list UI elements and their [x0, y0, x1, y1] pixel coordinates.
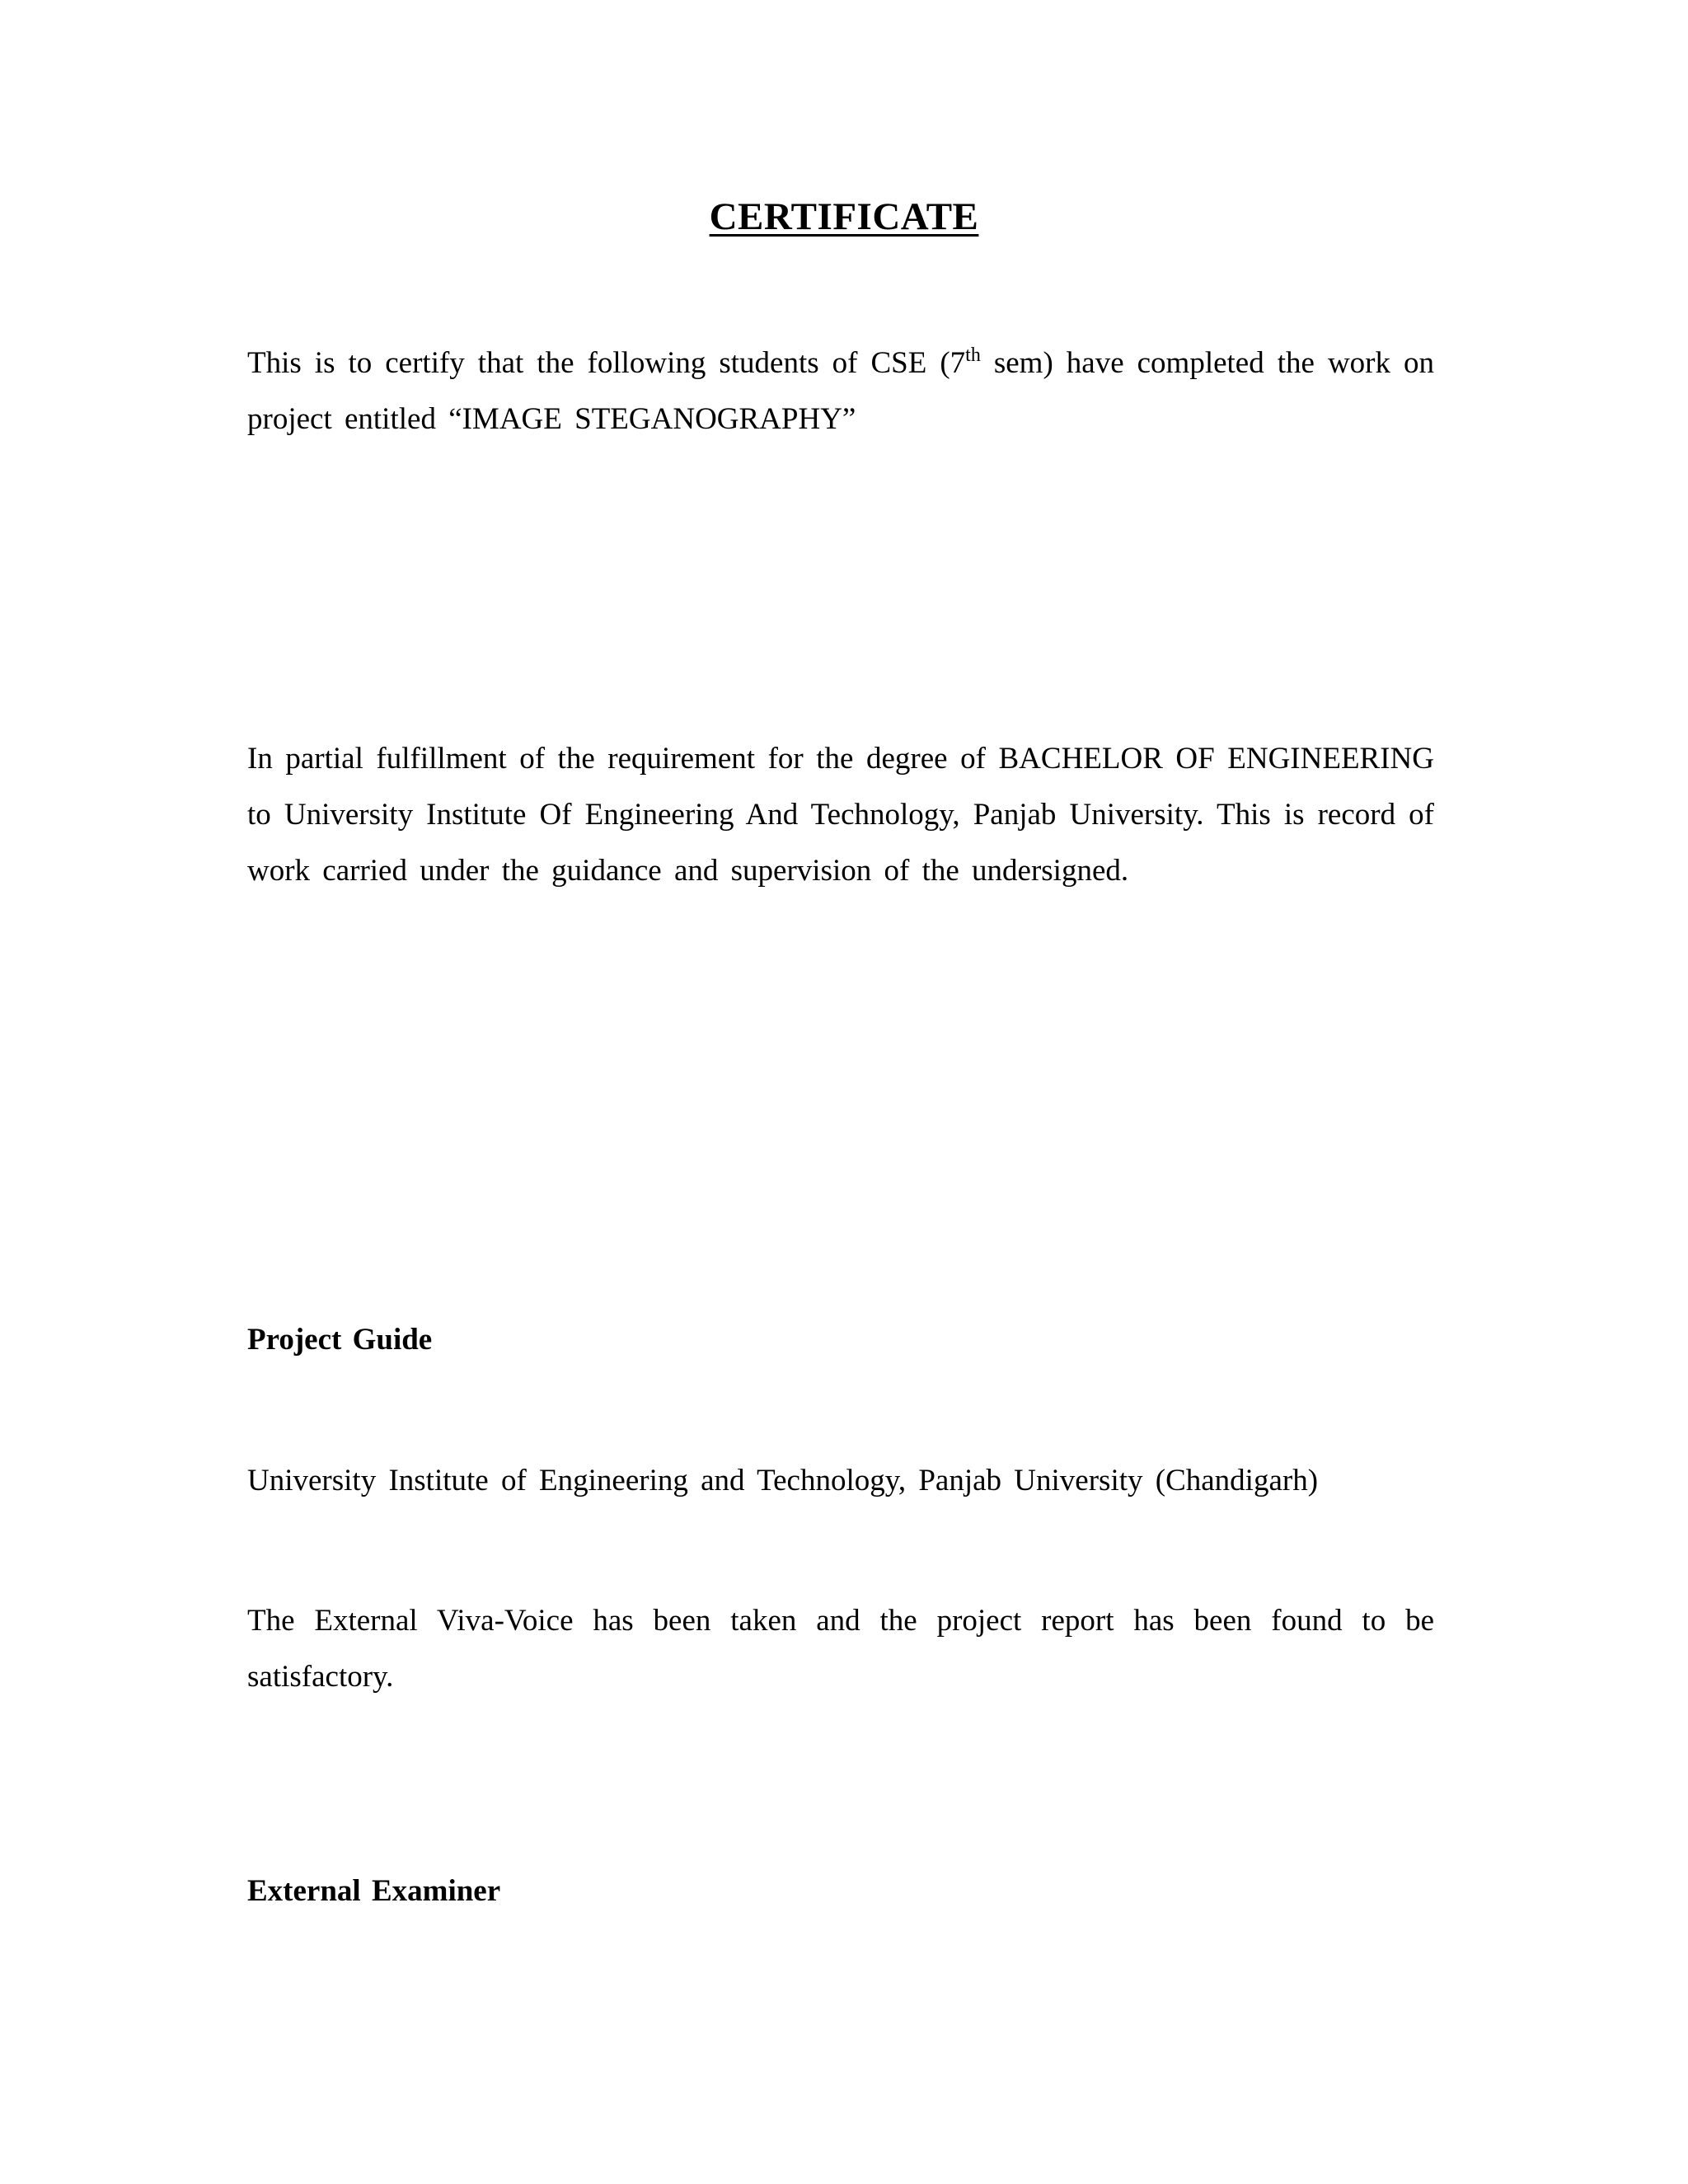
institute-line: University Institute of Engineering and Technology, Panjab University (Chandigarh) [247, 1464, 1319, 1497]
certificate-title-text: CERTIFICATE [709, 195, 979, 238]
project-guide-label: Project Guide [247, 1323, 433, 1357]
external-examiner-label: External Examiner [247, 1874, 501, 1908]
certificate-title [0, 192, 1688, 241]
intro-superscript: th [965, 344, 981, 366]
intro-text-start: This is to certify that the following students of CSE (7 [247, 346, 966, 380]
intro-text-end: sem) have completed the work on project entitled “IMAGE STEGANOGRAPHY” [247, 346, 1434, 436]
fulfillment-paragraph: In partial fulfillment of the requirement for the degree of BACHELOR OF ENGINEERING to University Institute Of Engineering And Technology, Panjab University. This is record of work carried under the guidance and supervision of the undersigned. [247, 742, 1434, 888]
intro-paragraph [247, 335, 1434, 448]
viva-paragraph: The External Viva-Voice has been taken and the project report has been found to be satisfactory. [247, 1604, 1434, 1694]
